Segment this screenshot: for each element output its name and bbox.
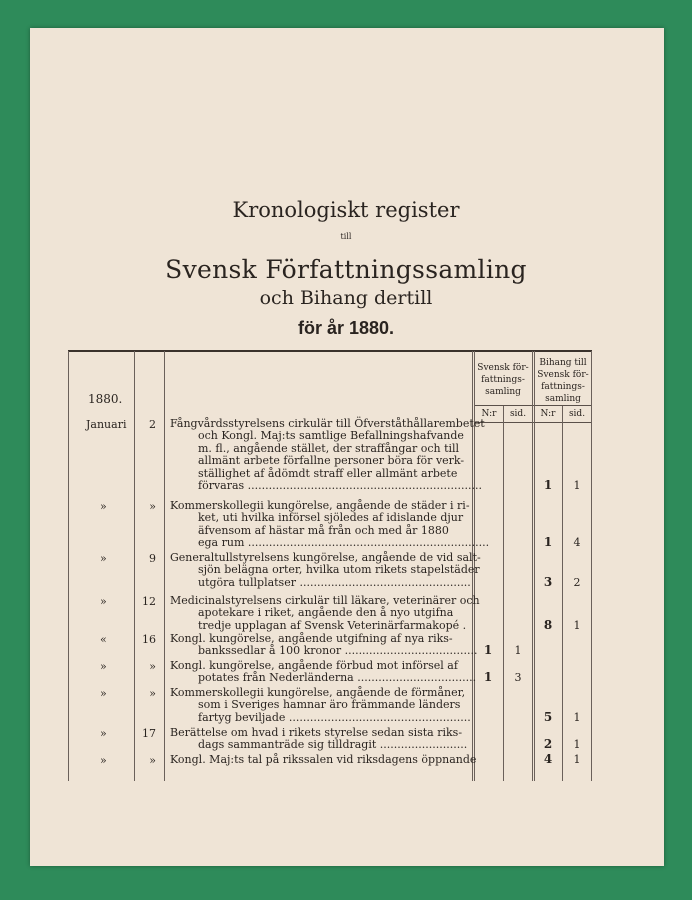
entry-day: 12	[142, 595, 156, 608]
bihang-subtitle: och Bihang dertill	[259, 287, 433, 309]
entry-description	[170, 594, 480, 632]
bih-sid-value: 1	[573, 753, 581, 766]
entry-day: 17	[142, 727, 156, 740]
entry-day: 2	[149, 418, 156, 431]
collection-title: Svensk Författningssamling	[165, 255, 527, 284]
entry-line: ega rum .....................................................................	[198, 536, 490, 550]
entry-line: potates från Nederländerna ..................................	[198, 671, 477, 685]
entry-month: »	[100, 500, 107, 513]
entry-line: fartyg beviljade ....................................................	[198, 710, 471, 724]
till-label: till	[340, 232, 352, 241]
bih-nr-value: 1	[543, 478, 553, 492]
bih-nr-value: 2	[543, 737, 553, 752]
entry-line: apotekare i riket, angående den å nyo utgifna	[198, 606, 454, 620]
entry-line: Fångvårdsstyrelsens cirkulär till Öfverståthållarembetet	[170, 417, 485, 430]
bih-nr-header: N:r	[540, 409, 556, 419]
entry-line: bankssedlar å 100 kronor ......................................	[198, 644, 478, 658]
entry-day: »	[149, 687, 156, 700]
entry-month: »	[100, 687, 107, 700]
sfs-nr-header: N:r	[481, 409, 497, 419]
entry-description	[170, 659, 477, 685]
year-column-header: 1880.	[88, 392, 123, 406]
entry-line: Kommerskollegii kungörelse, angående de städer i ri-	[170, 499, 470, 512]
entry-line: allmänt arbete förfallne personer böra för verk-	[198, 454, 465, 468]
entry-line: utgöra tullplatser .................................................	[198, 575, 471, 589]
bihang-column-header: Bihang till Svensk för- fattnings- samling	[537, 358, 589, 404]
entry-day: »	[149, 754, 156, 767]
entry-month: «	[100, 633, 107, 646]
sfs-nr-value: 1	[483, 643, 493, 658]
entry-line: sjön belägna orter, hvilka utom rikets stapelstäder	[198, 563, 480, 577]
entry-line: och Kongl. Maj:ts samtlige Befallningshafvande	[198, 429, 464, 443]
entry-line: Kongl. kungörelse, angående utgifning af nya riks-	[170, 632, 453, 645]
bih-sid-value: 1	[573, 738, 581, 752]
entry-line: ställighet af ådömdt straff eller allmänt arbete	[198, 466, 458, 480]
sfs-sid-header: sid.	[509, 409, 527, 419]
entry-line: Generaltullstyrelsens kungörelse, angående de vid salt-	[170, 551, 481, 564]
entry-day: 9	[149, 552, 156, 565]
entry-description	[170, 551, 481, 589]
entry-line: Kommerskollegii kungörelse, angående de förmåner,	[170, 686, 466, 699]
entry-line: Medicinalstyrelsens cirkulär till läkare, veterinärer och	[170, 594, 480, 607]
entry-month: »	[100, 552, 107, 565]
entry-month: »	[100, 727, 107, 740]
entry-line: ket, uti hvilka införsel sjöledes af idislande djur	[198, 511, 464, 525]
sfs-nr-value: 1	[483, 670, 493, 685]
entry-description	[170, 632, 478, 658]
bih-sid-value: 4	[573, 536, 581, 550]
sfs-sid-value: 1	[514, 644, 522, 658]
sfs-column-header: Svensk för- fattnings- samling	[477, 363, 529, 397]
entry-line: tredje upplagan af Svensk Veterinärfarmakopé .	[198, 618, 467, 632]
entry-day: »	[149, 500, 156, 513]
entry-description	[170, 499, 490, 550]
entry-month: »	[100, 754, 107, 767]
bih-nr-value: 4	[543, 752, 553, 766]
entry-line: Kongl. Maj:ts tal på rikssalen vid riksdagens öppnande	[170, 753, 477, 766]
bih-nr-value: 1	[543, 535, 553, 550]
bih-sid-value: 1	[573, 479, 581, 492]
bih-sid-value: 1	[573, 618, 581, 632]
entry-description	[170, 417, 485, 493]
entry-line: Kongl. kungörelse, angående förbud mot införsel af	[170, 659, 458, 672]
entry-line: äfvensom af hästar må från och med år 1880	[198, 523, 449, 537]
entry-line: m. fl., angående stället, der straffångar och till	[198, 441, 460, 455]
entry-line: som i Sveriges hamnar äro främmande länders	[198, 698, 461, 712]
year-heading: för år 1880.	[297, 318, 395, 338]
entry-month: »	[100, 660, 107, 673]
entry-line: dags sammanträde sig tilldragit .........................	[198, 738, 468, 752]
entry-line: förvaras ...................................................................	[198, 479, 482, 493]
register-title: Kronologiskt register	[232, 198, 460, 222]
entry-month: Januari	[86, 418, 127, 431]
entry-month: »	[100, 595, 107, 608]
entry-description	[170, 687, 470, 724]
entry-description	[170, 727, 470, 752]
bih-nr-value: 3	[543, 574, 553, 589]
sfs-sid-value: 3	[514, 671, 522, 685]
bih-nr-value: 8	[543, 617, 553, 632]
bih-sid-header: sid.	[568, 409, 586, 419]
bih-nr-value: 5	[543, 709, 553, 724]
entry-line: Berättelse om hvad i rikets styrelse sedan sista riks-	[170, 726, 463, 739]
bih-sid-value: 1	[573, 710, 581, 724]
entry-description	[170, 753, 477, 766]
entry-day: 16	[142, 633, 156, 646]
bih-sid-value: 2	[573, 575, 581, 589]
entry-day: »	[149, 660, 156, 673]
